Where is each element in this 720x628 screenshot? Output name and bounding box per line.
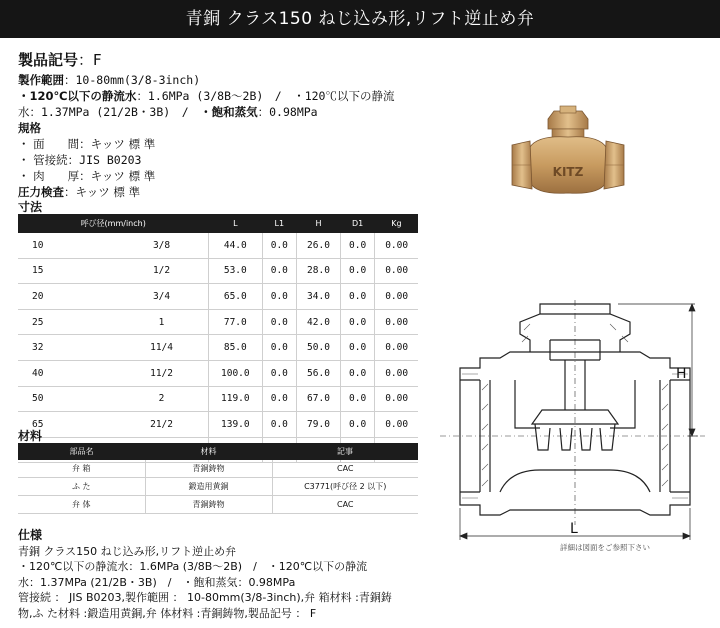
materials-cell: 弁 箱 xyxy=(18,460,145,478)
pressure-value-1: ：1.6MPa (3/8B～2B) / ・120℃以下の静流 xyxy=(136,89,395,103)
spec-block xyxy=(18,50,418,200)
range-label: 製作範囲 xyxy=(18,73,64,87)
dims-cell: 0.00 xyxy=(375,233,418,258)
wall-label: ・ 肉 厚 xyxy=(18,169,80,183)
nominal-inch-cell: 2 xyxy=(115,386,208,412)
dims-cell: 0.0 xyxy=(340,258,374,284)
dims-cell: 0.00 xyxy=(375,258,418,284)
dims-cell: 50.0 xyxy=(296,335,340,361)
dims-cell: 0.00 xyxy=(375,386,418,412)
test-value: ：キッツ 標 準 xyxy=(64,185,141,199)
dims-cell: 0.0 xyxy=(262,284,296,310)
specification-line: 管接続 ： JIS B0203,製作範囲 ： 10-80mm(3/8-3inch),弁 箱材料 :青銅鋳 xyxy=(18,591,392,604)
standard-heading: 規格 xyxy=(18,121,41,135)
nominal-inch-cell: 21/2 xyxy=(115,412,208,438)
dims-cell: 34.0 xyxy=(296,284,340,310)
dims-cell: 42.0 xyxy=(296,309,340,335)
wall-line xyxy=(18,168,418,184)
dims-cell: 0.00 xyxy=(375,335,418,361)
specification-line: ・120℃以下の静流水：1.6MPa (3/8B～2B) / ・120℃以下の静流 xyxy=(18,560,368,573)
dims-cell: 0.0 xyxy=(262,360,296,386)
materials-header: 材料 xyxy=(145,443,272,460)
nominal-inch-cell: 1 xyxy=(115,309,208,335)
materials-table xyxy=(18,443,418,514)
nominal-mm-cell: 15 xyxy=(18,258,115,284)
dims-row xyxy=(18,360,418,386)
materials-cell: 弁 体 xyxy=(18,496,145,514)
nominal-inch-cell: 11/4 xyxy=(115,335,208,361)
conn-label: ・ 管接続 xyxy=(18,153,68,167)
face-label: ・ 面 間 xyxy=(18,137,80,151)
materials-cell: 青銅鋳物 xyxy=(145,496,272,514)
dims-cell: 0.0 xyxy=(262,412,296,438)
nominal-inch-cell: 3/8 xyxy=(115,233,208,258)
dims-cell: 0.00 xyxy=(375,360,418,386)
face-value: ：キッツ 標 準 xyxy=(79,137,156,151)
nominal-mm-cell: 20 xyxy=(18,284,115,310)
dims-row xyxy=(18,233,418,258)
wall-value: ：キッツ 標 準 xyxy=(79,169,156,183)
dims-cell: 67.0 xyxy=(296,386,340,412)
dims-header: Kg xyxy=(375,214,418,233)
dims-cell: 65.0 xyxy=(208,284,262,310)
nominal-mm-cell: 50 xyxy=(18,386,115,412)
dims-cell: 0.0 xyxy=(340,335,374,361)
materials-header-row xyxy=(18,443,418,460)
nominal-mm-cell: 10 xyxy=(18,233,115,258)
nominal-mm-cell: 32 xyxy=(18,335,115,361)
dims-cell: 0.0 xyxy=(262,258,296,284)
drawing-note: 詳細は図面をご参照下さい xyxy=(560,543,650,552)
dims-cell: 53.0 xyxy=(208,258,262,284)
specification-section xyxy=(18,528,443,621)
nominal-inch-cell: 3/4 xyxy=(115,284,208,310)
specification-heading: 仕様 xyxy=(18,528,43,542)
dims-header: 呼び径(mm/inch) xyxy=(18,214,208,233)
nominal-mm-cell: 65 xyxy=(18,412,115,438)
dims-cell: 0.0 xyxy=(262,386,296,412)
product-code-value: ：F xyxy=(78,51,102,69)
dims-cell: 28.0 xyxy=(296,258,340,284)
specification-line: 青銅 クラス150 ねじ込み形,リフト逆止め弁 xyxy=(18,544,237,558)
dims-cell: 85.0 xyxy=(208,335,262,361)
range-value: ：10-80mm(3/8-3inch) xyxy=(64,73,201,87)
dims-cell: 56.0 xyxy=(296,360,340,386)
nominal-inch-cell: 11/2 xyxy=(115,360,208,386)
dims-cell: 0.00 xyxy=(375,412,418,438)
dims-header: D1 xyxy=(340,214,374,233)
dims-cell: 0.0 xyxy=(340,284,374,310)
materials-cell: 青銅鋳物 xyxy=(145,460,272,478)
dims-header: H xyxy=(296,214,340,233)
pressure-line-2 xyxy=(18,104,418,120)
nominal-inch-cell: 1/2 xyxy=(115,258,208,284)
dims-row xyxy=(18,258,418,284)
dims-header: L1 xyxy=(262,214,296,233)
materials-header: 記事 xyxy=(272,443,418,460)
materials-row xyxy=(18,496,418,514)
dims-cell: 119.0 xyxy=(208,386,262,412)
specification-line: 物,ふ た材料 :鍛造用黄銅,弁 体材料 :青銅鋳物,製品記号 ： F xyxy=(18,606,317,620)
materials-header: 部品名 xyxy=(18,443,145,460)
h-dimension-label: H xyxy=(676,366,687,382)
dims-cell: 77.0 xyxy=(208,309,262,335)
dims-cell: 0.0 xyxy=(340,233,374,258)
product-code-label: 製品記号 xyxy=(18,51,79,69)
dims-cell: 79.0 xyxy=(296,412,340,438)
materials-cell: C3771(呼び径 2 以下) xyxy=(272,478,418,496)
test-line xyxy=(18,184,418,200)
specification-line: 水：1.37MPa (21/2B・3B) / ・飽和蒸気：0.98MPa xyxy=(18,575,296,589)
valve-photo xyxy=(508,105,628,200)
dims-cell: 100.0 xyxy=(208,360,262,386)
pressure-prefix-2: 水：1.37MPa (21/2B・3B) / xyxy=(18,105,201,119)
materials-heading: 材料 xyxy=(18,429,43,443)
materials-row xyxy=(18,460,418,478)
dims-cell: 139.0 xyxy=(208,412,262,438)
dims-cell: 0.00 xyxy=(375,309,418,335)
pressure-label-2: ・飽和蒸気 xyxy=(200,105,258,119)
dims-row xyxy=(18,309,418,335)
dims-cell: 0.00 xyxy=(375,284,418,310)
range-line xyxy=(18,72,418,88)
dims-table xyxy=(18,214,418,463)
dims-cell: 0.0 xyxy=(340,412,374,438)
dims-cell: 0.0 xyxy=(262,335,296,361)
nominal-mm-cell: 25 xyxy=(18,309,115,335)
brand-mark: KITZ xyxy=(552,165,584,179)
l-dimension-label: L xyxy=(570,521,578,537)
dims-cell: 0.0 xyxy=(340,386,374,412)
valve-drawing xyxy=(440,300,710,555)
materials-cell: CAC xyxy=(272,460,418,478)
materials-cell: 鍛造用黄銅 xyxy=(145,478,272,496)
dims-row xyxy=(18,284,418,310)
nominal-mm-cell: 40 xyxy=(18,360,115,386)
materials-cell: CAC xyxy=(272,496,418,514)
materials-cell: ふ た xyxy=(18,478,145,496)
conn-line xyxy=(18,152,418,168)
dims-cell: 0.0 xyxy=(262,233,296,258)
dims-cell: 0.0 xyxy=(262,309,296,335)
dims-cell: 0.0 xyxy=(340,360,374,386)
dims-header: L xyxy=(208,214,262,233)
dims-cell: 26.0 xyxy=(296,233,340,258)
materials-row xyxy=(18,478,418,496)
dims-header-row xyxy=(18,214,418,233)
face-line xyxy=(18,136,418,152)
product-code xyxy=(18,50,418,70)
pressure-line-1 xyxy=(18,88,418,104)
pressure-value-2: ：0.98MPa xyxy=(257,105,318,119)
dims-row xyxy=(18,335,418,361)
page-title: 青銅 クラス150 ねじ込み形,リフト逆止め弁 xyxy=(0,0,720,38)
test-label: 圧力検査 xyxy=(18,185,64,199)
dims-cell: 44.0 xyxy=(208,233,262,258)
dims-heading: 寸法 xyxy=(18,200,43,214)
conn-value: ：JIS B0203 xyxy=(67,153,142,167)
dims-row xyxy=(18,412,418,438)
dims-cell: 0.0 xyxy=(340,309,374,335)
dims-row xyxy=(18,386,418,412)
pressure-label-1: ・120℃以下の静流水 xyxy=(18,89,137,103)
